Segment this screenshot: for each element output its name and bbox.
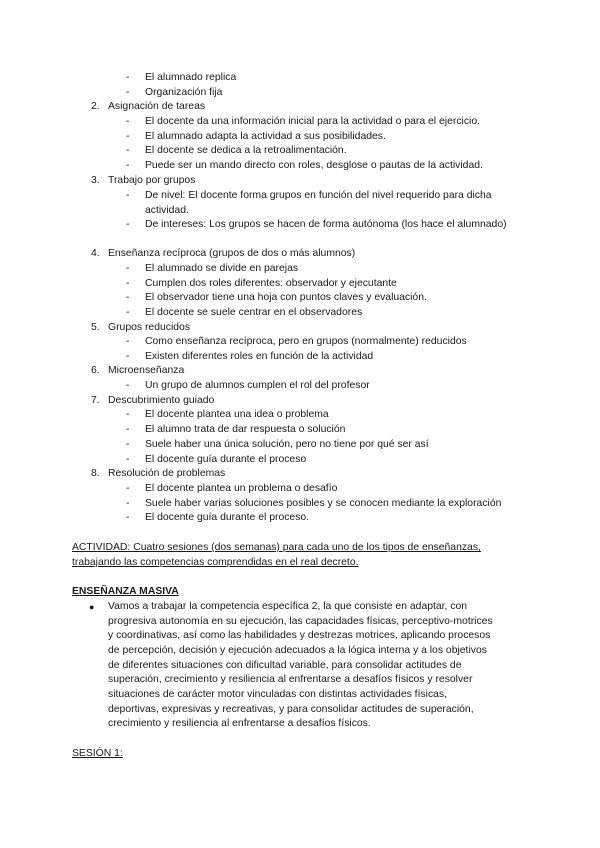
bullet-line: crecimiento y resiliencia al enfrentarse a desafíos físicos. <box>108 718 371 729</box>
activity-line-2: trabajando las competencias comprendidas en el real decreto. <box>72 557 359 568</box>
bullet-line: superación, crecimiento y resiliencia al enfrentarse a desafíos físicos y resolver <box>108 674 473 685</box>
section-heading: ENSEÑANZA MASIVA <box>72 586 179 597</box>
bullet-line: de diferentes situaciones con dificultad variable, para consolidar actitudes de <box>108 660 462 671</box>
session-heading: SESIÓN 1: <box>72 748 123 759</box>
activity-line-1: ACTIVIDAD: Cuatro sesiones (dos semanas) para cada uno de los tipos de enseñanzas, <box>72 542 481 553</box>
bullet-line: deportivas, expresivas y recreativas, y para consolidar actitudes de superación, <box>108 704 474 715</box>
bullet-line: progresiva autonomía en su ejecución, las capacidades físicas, perceptivo-motrices <box>108 616 493 627</box>
bullet-line: y coordinativas, así como las habilidades y destrezas motrices, aplicando procesos <box>108 630 491 641</box>
bullet-marker: ● <box>89 602 95 612</box>
bullet-line: de percepción, decisión y ejecución adecuados a la lógica interna y a los objetivos <box>108 645 487 656</box>
document-page: - El alumnado replica - Organización fija 2. Asignación de tareas - El docente da una información inicial para la actividad o para el ejercicio. - El alumnado adapta la actividad a sus posibilidades. - El docente se dedica a la retroalimentación. - Puede ser un mando directo con roles, desglose o pautas de la actividad. 3. Trabajo por grupos - De nivel: El docente forma grupos en función del nivel requerido para dicha actividad. - De intereses: Los grupos se hacen de forma autónoma (los hace el alumnado) 4. Enseñanza recíproca (grupos de dos o más alumnos) - El alumnado se divide en parejas - Cumplen dos roles diferentes: observador y ejecutante - El observador tiene una hoja con puntos claves y evaluación. - El docente se suele centrar en el observadores 5. Grupos reducidos - Como enseñanza recíproca, pero en grupos (normalmente) reducidos - Existen diferentes roles en función de la actividad 6. Microenseñanza - Un grupo de alumnos cumplen el rol del profesor 7. Descubrimiento guiado - El docente plantea una idea o problema - El alumno trata de dar respuesta o solución - Suele haber una única solución, pero no tiene por qué ser así - El docente guía durante el proceso 8. Resolución de problemas - El docente plantea un problema o desafío - Suele haber varias soluciones posibles y se conocen mediante la exploración - El docente guía durante el proceso. ACTIVIDAD: Cuatro sesiones (dos semanas) para cada uno de los tipos de enseñanzas, trabajando las competencias comprendidas en el real decreto. ENSEÑANZA MASIVA ● Vamos a trabajar la competencia específica 2, la que consiste en adaptar, con progresiva autonomía en su ejecución, las capacidades físicas, perceptivo-motrices y coordinativas, así como las habilidades y destrezas motrices, aplicando procesos de percepción, decisión y ejecución adecuados a la lógica interna y a los objetivos de diferentes situaciones con dificultad variable, para consolidar actitudes de superación, crecimiento y resiliencia al enfrentarse a desafíos físicos y resolver situaciones de carácter motor vinculadas con distintas actividades físicas, deportivas, expresivas y recreativas, y para consolidar actitudes de superación, crecimiento y resiliencia al enfrentarse a desafíos físicos. SESIÓN 1: <box>0 0 600 848</box>
bullet-line: situaciones de carácter motor vinculadas con distintas actividades físicas, <box>108 689 448 700</box>
bullet-line: Vamos a trabajar la competencia específica 2, la que consiste en adaptar, con <box>108 601 468 612</box>
